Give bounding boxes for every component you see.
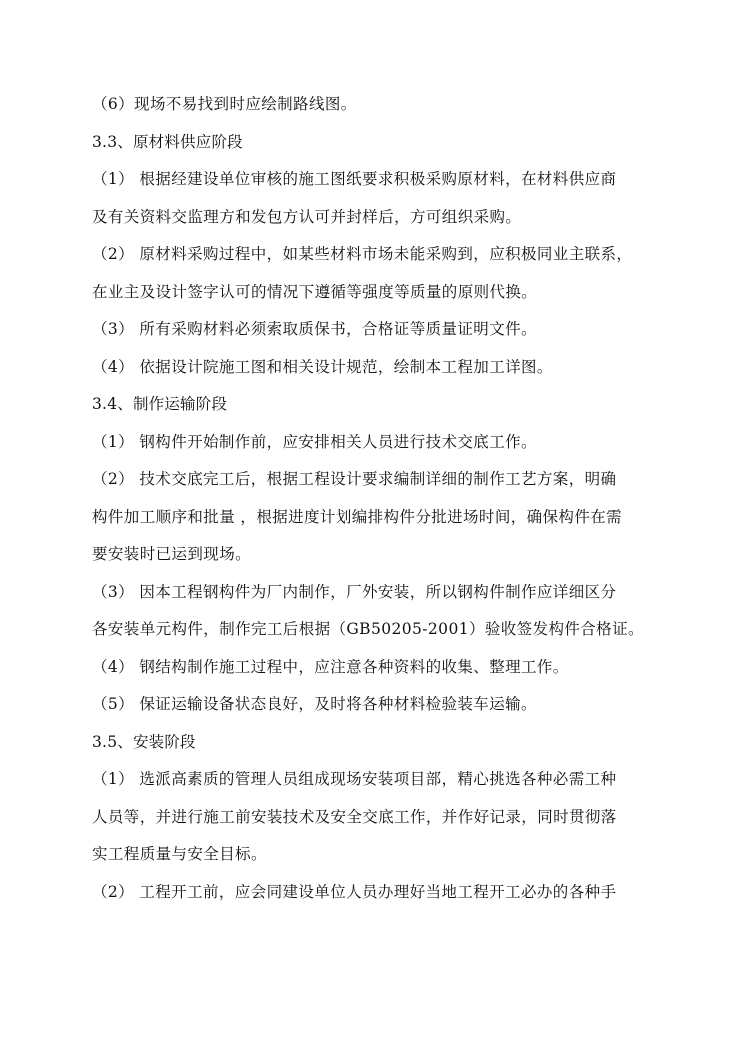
text-line: 在业主及设计签字认可的情况下遵循等强度等质量的原则代换。 [92, 282, 538, 301]
section-heading: 3.5、安装阶段 [92, 732, 196, 751]
text-line: （5） 保证运输设备状态良好，及时将各种材料检验装车运输。 [92, 695, 537, 713]
section-heading: 3.3、原材料供应阶段 [92, 132, 243, 151]
text-line: （3） 所有采购材料必须索取质保书，合格证等质量证明文件。 [92, 320, 537, 338]
text-line: 要安装时已运到现场。 [92, 545, 252, 563]
text-line: （3） 因本工程钢构件为厂内制作，厂外安装，所以钢构件制作应详细区分 [92, 582, 617, 601]
text-line: （1） 选派高素质的管理人员组成现场安装项目部，精心挑选各种必需工种 [92, 770, 617, 788]
text-line: 各安装单元构件，制作完工后根据（GB50205-2001）验收签发构件合格证。 [92, 620, 644, 638]
text-line: 及有关资料交监理方和发包方认可并封样后，方可组织采购。 [92, 207, 522, 226]
text-line: （2） 原材料采购过程中，如某些材料市场未能采购到，应积极同业主联系， [92, 245, 633, 263]
text-line: （6）现场不易找到时应绘制路线图。 [92, 95, 357, 113]
document-page [92, 86, 662, 911]
text-line: （2） 技术交底完工后，根据工程设计要求编制详细的制作工艺方案，明确 [92, 470, 617, 488]
text-line: （1） 根据经建设单位审核的施工图纸要求积极采购原材料，在材料供应商 [92, 170, 617, 188]
text-line: （2） 工程开工前，应会同建设单位人员办理好当地工程开工必办的各种手 [92, 882, 617, 901]
text-line: 构件加工顺序和批量 ，根据进度计划编排构件分批进场时间，确保构件在需 [92, 507, 623, 526]
text-line: （4） 钢结构制作施工过程中，应注意各种资料的收集、整理工作。 [92, 657, 569, 676]
section-heading: 3.4、制作运输阶段 [92, 395, 228, 413]
text-line: 实工程质量与安全目标。 [92, 845, 267, 863]
text-line: 人员等，并进行施工前安装技术及安全交底工作，并作好记录，同时贯彻落 [92, 807, 617, 826]
text-line: （4） 依据设计院施工图和相关设计规范，绘制本工程加工详图。 [92, 357, 553, 376]
text-line: （1） 钢构件开始制作前，应安排相关人员进行技术交底工作。 [92, 432, 537, 451]
